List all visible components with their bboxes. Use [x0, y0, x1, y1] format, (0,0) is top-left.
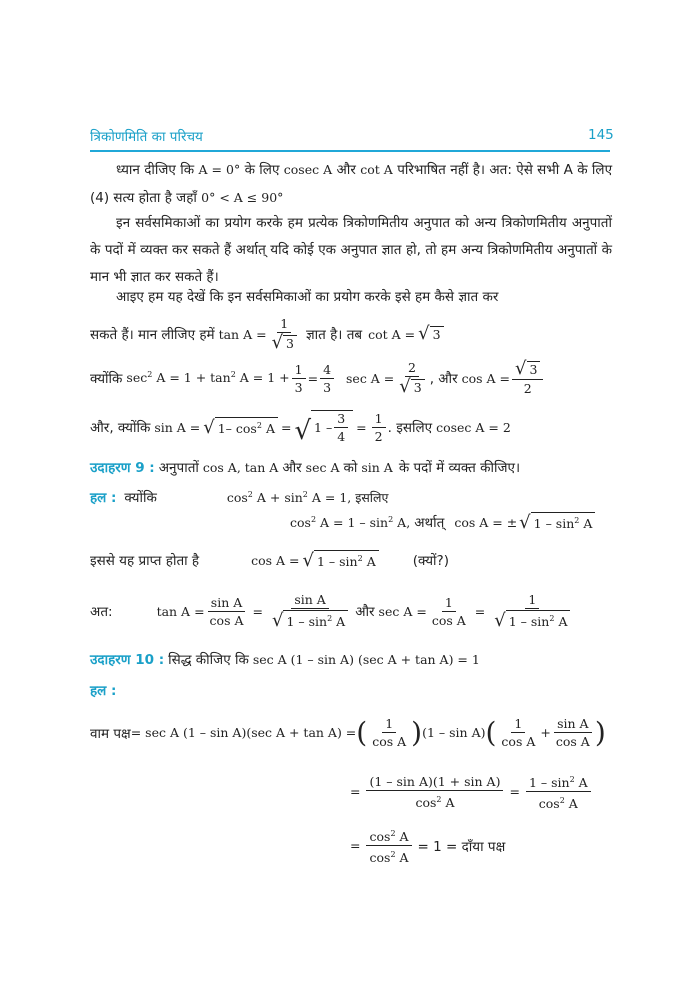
cos-equals: cos A = [251, 552, 300, 568]
identity-c: A = 1, इसलिए [311, 489, 389, 505]
numerator: 1 [511, 716, 525, 733]
p3-tan: tan A = [218, 326, 267, 342]
solution-9-line-4: अत: tan A = $\frac{\text{sin A}}{\text{cos A}}$ = sin A √ $1 - \sin^2 A$ और sec A = $\frac{1}{\text{cos A}}$ = 1 √ $1 - \sin^2 A$ [90, 592, 575, 630]
num-a: A [399, 829, 409, 845]
numerator: 2 [405, 360, 419, 377]
identity-b: A + sin [256, 489, 303, 505]
kyon: (क्यों?) [412, 553, 449, 570]
ex9-funcs: cos A, tan A [202, 459, 279, 475]
p1-cosec: cosec A [283, 162, 333, 177]
radicand: 1 – sin [533, 516, 575, 532]
fraction-1-sqrt: 1 √ $1 - \sin^2 A$ [491, 592, 573, 630]
page-number: 145 [588, 127, 614, 143]
l2-part: A = 1 – sin [320, 514, 389, 530]
p1-text-3: परिभाषित नहीं है। अत: ऐसे सभी A के लिए (4) सत्य होता है जहाँ [90, 162, 613, 206]
denom-cos: cos [369, 850, 391, 866]
example-9 [90, 458, 520, 476]
ex10-text: सिद्ध कीजिए कि [168, 652, 249, 668]
denominator: cos A [501, 734, 536, 749]
equals: = [509, 784, 520, 800]
denominator: cos A [431, 612, 466, 628]
radicand-a: A [366, 554, 376, 570]
radicand-a: A [558, 614, 568, 630]
sec-equals: sec A = [378, 603, 427, 619]
denominator: cos A [372, 734, 407, 749]
plus: + [540, 725, 551, 740]
numerator: sin A [554, 716, 591, 733]
sqrt-1-sin2: √ $1 - \sin^2 A$ [303, 550, 379, 570]
fraction-1-cos [369, 716, 409, 749]
ex9-aur: और [282, 460, 302, 476]
denominator: cos A [209, 612, 244, 628]
denominator: 3 [323, 379, 332, 395]
aur-kyonki: और, क्योंकि [90, 420, 151, 436]
solution-label: हल : [90, 490, 117, 506]
ex9-ko: को [343, 460, 358, 476]
sec-equals: sec A = [346, 370, 395, 386]
numerator: 1 [525, 592, 539, 609]
numerator: (1 – sin A)(1 + sin A) [366, 774, 503, 791]
denom-a: A [568, 796, 578, 812]
p3-text: सकते हैं। मान लीजिए हमें [90, 327, 215, 343]
ex9-text-2: के पदों में व्यक्त कीजिए। [398, 460, 521, 476]
example-10 [90, 650, 480, 668]
middle-factor: (1 – sin A) [422, 725, 486, 740]
proof-line-2 [350, 772, 593, 811]
ex9-text: अनुपातों [158, 460, 199, 476]
lhs-label: वाम पक्ष [90, 725, 131, 742]
solution-9-line-1: हल : क्योंकि $\cos^2 A + \sin^2 A = 1$, इसलिए [90, 489, 389, 506]
example-9-label: उदाहरण 9 : [90, 460, 155, 476]
denominator: cos A [555, 734, 590, 749]
p3-known: ज्ञात है। तब [306, 327, 363, 343]
denominator: 2 [523, 381, 532, 396]
denominator: 4 [337, 429, 346, 444]
sin-equals: sin A = [154, 419, 201, 435]
solution-10-label [90, 681, 116, 699]
fraction-4-3 [320, 362, 334, 395]
numerator: 4 [320, 362, 334, 379]
radicand: 3 [283, 335, 297, 352]
kyonki: क्योंकि [124, 490, 157, 506]
aur: , और [429, 371, 458, 387]
numerator: 1 [442, 595, 456, 612]
sin-cosec-line: और, क्योंकि sin A = √ 1– $\cos^2 A$ = √ 1 – $\frac{3}{4}$ = $\frac{1}{2}$ . इसलिए cosec A = 2 [90, 410, 511, 446]
running-header-title: त्रिकोणमिति का परिचय [90, 129, 203, 145]
numerator: 3 [334, 411, 348, 428]
aur: और [355, 604, 375, 621]
cos-label: cos [290, 514, 311, 530]
sqrt-1-cos2: √ 1– $\cos^2 A$ [203, 417, 278, 437]
fraction-sin-cos [207, 595, 247, 628]
cosec-result: cosec A = 2 [436, 419, 511, 435]
p1-a0: A = 0° [198, 162, 241, 177]
p1-cot: cot A [360, 162, 393, 177]
radicand-part: 1 – [314, 419, 333, 435]
fraction-cos2-cos2: $\frac{\cos^2 A}{\cos^2 A}$ [366, 826, 411, 865]
p1-text: ध्यान दीजिए कि [116, 162, 195, 178]
isse-text: इससे यह प्राप्त होता है [90, 553, 200, 570]
radicand: 3 [411, 379, 425, 396]
sqrt-3: √ 3 [418, 325, 443, 343]
sqrt-1-minus-3-4: √ 1 – $\frac{3}{4}$ [294, 410, 353, 444]
denominator: 2 [374, 428, 383, 444]
num-cos: cos [369, 829, 391, 845]
p1-text-2: के लिए [244, 162, 280, 178]
fraction-sin-cos [553, 716, 593, 749]
paragraph-3-line-2 [90, 316, 444, 352]
fraction-1-cos-b [498, 716, 538, 749]
equals: = [350, 784, 361, 800]
cos-pm: cos A = ± [454, 514, 518, 530]
eq-part-1: A = 1 + tan [156, 370, 231, 386]
sqrt-1-sin2: √ $1 - \sin^2 A$ [519, 512, 595, 532]
paragraph-3-line-1: आइए हम यह देखें कि इन सर्वसमिकाओं का प्रयोग करके इसे हम कैसे ज्ञात कर [116, 289, 499, 305]
numerator: 1 [372, 411, 386, 428]
sec-cos-line: क्योंकि $\sec^2 A = 1 + \tan^2 A = 1$ + $\frac{1}{3}$ = $\frac{4}{3}$ sec A = 2 √ 3 , और cos A = √ 3 2 [90, 360, 545, 396]
eq-part-2: A = 1 + [239, 370, 290, 386]
denominator: 3 [294, 379, 303, 395]
fraction-1-over-root3: 1 √ 3 [269, 316, 300, 352]
identity-a: cos [226, 489, 248, 505]
radicand-a: A [336, 614, 346, 630]
radicand: 1 – sin [316, 554, 358, 570]
radicand-a: A [265, 421, 275, 437]
radicand: 3 [527, 361, 541, 378]
num-part: 1 – sin [528, 775, 570, 791]
header-rule [90, 150, 610, 152]
radicand-part: 1– cos [217, 421, 257, 437]
p1-aur: और [336, 162, 356, 178]
p1-condition: 0° < A ≤ 90° [201, 190, 284, 205]
equals: = [350, 838, 361, 854]
denom-a: A [445, 794, 455, 810]
isliye: . इसलिए [387, 420, 433, 436]
numerator: sin A [291, 592, 328, 609]
example-10-label: उदाहरण 10 : [90, 652, 165, 668]
fraction-1-2 [372, 411, 386, 444]
kyonki: क्योंकि [90, 371, 123, 387]
solution-9-line-3 [90, 550, 449, 570]
tan-equals: tan A = [156, 603, 205, 619]
arthat: अर्थात् [414, 515, 445, 532]
radicand: 1 – sin [508, 614, 550, 630]
equals: = [307, 370, 319, 386]
numerator: 1 [382, 716, 396, 733]
num-a: A [578, 775, 588, 791]
p3-cot: cot A = [368, 326, 416, 342]
fraction-1-3 [292, 362, 306, 395]
numerator: 1 [277, 316, 291, 333]
denom-a: A [399, 850, 409, 866]
solution-9-line-2: $\cos^2 A = 1 - \sin^2 A$, अर्थात् cos A = ± √ $1 - \sin^2 A$ [290, 512, 595, 532]
proof-line-1: वाम पक्ष = sec A (1 – sin A)(sec A + tan A) = ( $\frac{1}{\text{cos A}}$ ) (1 – sin A) ( $\frac{1}{\text{cos A}}$ + $\frac{\text{sin A}}{\text{cos A}}$ ) [90, 715, 606, 749]
fraction-1-cos [429, 595, 469, 628]
radicand: 1 – sin [286, 614, 328, 630]
fraction-2-root3: 2 √ 3 [396, 360, 427, 396]
numerator: sin A [208, 595, 245, 612]
paragraph-1 [90, 156, 612, 212]
cos-equals: cos A = [461, 370, 511, 386]
radicand-a: A [583, 516, 593, 532]
denom-cos: cos [415, 794, 437, 810]
solution-label: हल : [90, 683, 117, 699]
at: अत: [90, 604, 113, 621]
l2-part-2: A, [397, 514, 411, 530]
paragraph-2: इन सर्वसमिकाओं का प्रयोग करके हम प्रत्येक त्रिकोणमितीय अनुपात को अन्य त्रिकोणमितीय अनुपातों के पदों में व्यक्त कर सकते हैं अर्थात् यदि कोई एक अनुपात ज्ञात हो, तो हम अन्य त्रिकोणमितीय अनुपातों के मान भी ज्ञात कर सकते हैं। [90, 215, 612, 285]
radicand: 3 [430, 326, 444, 343]
proof-line-3 [350, 826, 505, 865]
ex10-expression: sec A (1 – sin A) (sec A + tan A) = 1 [252, 651, 480, 667]
lhs-expression: = sec A (1 – sin A)(sec A + tan A) = [130, 725, 357, 740]
fraction-1-sin2: $\frac{1 - \sin^2 A}{\cos^2 A}$ [526, 772, 591, 811]
fraction-root3-2: √ 3 2 [512, 360, 543, 396]
ex9-sec: sec A [305, 459, 340, 475]
sec-label: sec [126, 370, 148, 386]
fraction-product: $\frac{\text{(1 – sin A)(1 + sin A)}}{\cos^2 A}$ [366, 774, 503, 810]
numerator: 1 [292, 362, 306, 379]
rhs-result: = 1 = दाँया पक्ष [417, 838, 506, 855]
fraction-sin-sqrt: sin A √ $1 - \sin^2 A$ [269, 592, 351, 630]
denom-cos: cos [538, 796, 560, 812]
ex9-sin: sin A [361, 459, 393, 475]
